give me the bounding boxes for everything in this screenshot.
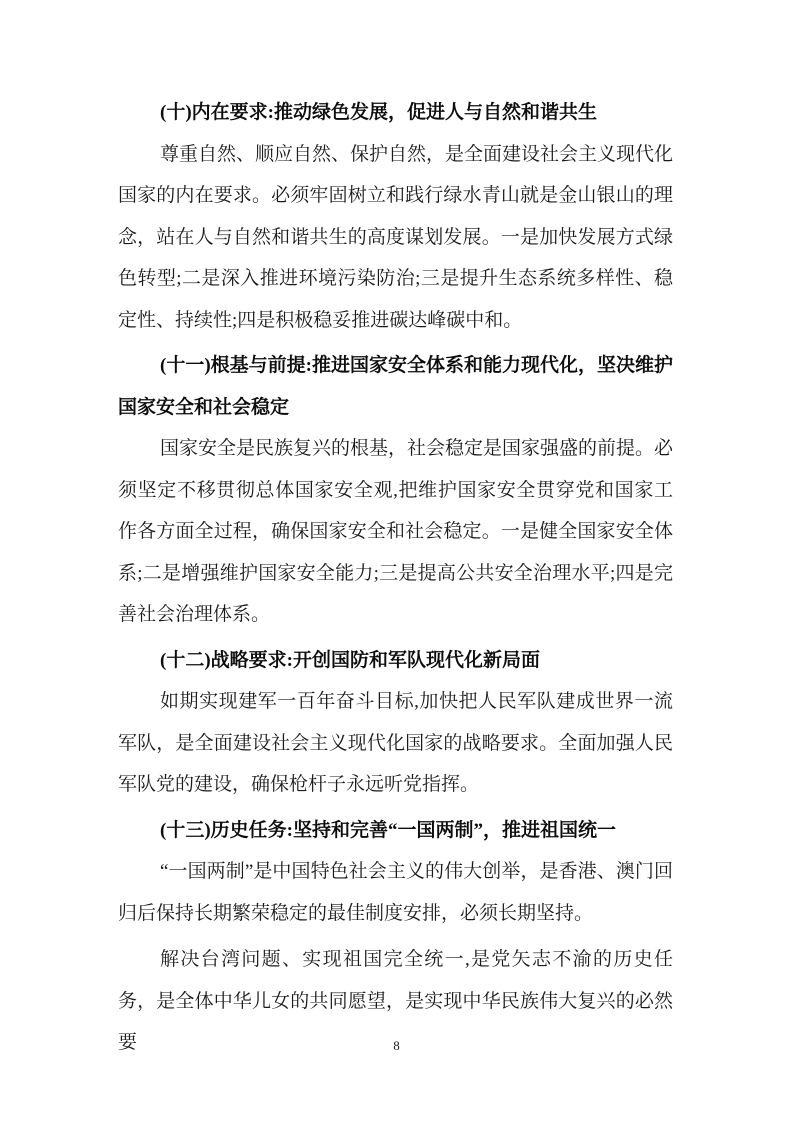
document-section — [118, 92, 673, 341]
document-section — [118, 345, 673, 636]
section-heading: (十)内在要求:推动绿色发展，促进人与自然和谐共生 — [160, 102, 597, 123]
paragraph: 如期实现建军一百年奋斗目标,加快把人民军队建成世界一流军队，是全面建设社会主义现代化国家的战略要求。全面加强人民军队党的建设，确保枪杆子永远听党指挥。 — [118, 691, 673, 795]
paragraph: 解决台湾问题、实现祖国完全统一,是党矢志不渝的历史任务，是全体中华儿女的共同愿望，是实现中华民族伟大复兴的必然要 — [118, 949, 673, 1053]
paragraph: “一国两制”是中国特色社会主义的伟大创举，是香港、澳门回归后保持长期繁荣稳定的最佳制度安排，必须长期坚持。 — [118, 861, 673, 924]
paragraph: 尊重自然、顺应自然、保护自然，是全面建设社会主义现代化国家的内在要求。必须牢固树立和践行绿水青山就是金山银山的理念，站在人与自然和谐共生的高度谋划发展。一是加快发展方式绿色转型;二是深入推进环境污染防治;三是提升生态系统多样性、稳定性、持续性;四是积极稳妥推进碳达峰碳中和。 — [118, 143, 674, 331]
paragraph: 国家安全是民族复兴的根基，社会稳定是国家强盛的前提。必须坚定不移贯彻总体国家安全观,把维护国家安全贯穿党和国家工作各方面全过程，确保国家安全和社会稳定。一是健全国家安全体系;二是增强维护国家安全能力;三是提高公共安全治理水平;四是完善社会治理体系。 — [118, 438, 674, 625]
section-heading: (十三)历史任务:坚持和完善“一国两制”，推进祖国统一 — [160, 819, 616, 841]
document-section — [118, 640, 673, 806]
page-number: 8 — [393, 1038, 400, 1053]
document-section — [118, 810, 673, 1064]
section-heading: (十二)战略要求:开创国防和军队现代化新局面 — [160, 649, 540, 671]
page-content — [118, 88, 673, 1064]
section-heading: (十一)根基与前提:推进国家安全体系和能力现代化，坚决维护国家安全和社会稳定 — [118, 355, 673, 418]
